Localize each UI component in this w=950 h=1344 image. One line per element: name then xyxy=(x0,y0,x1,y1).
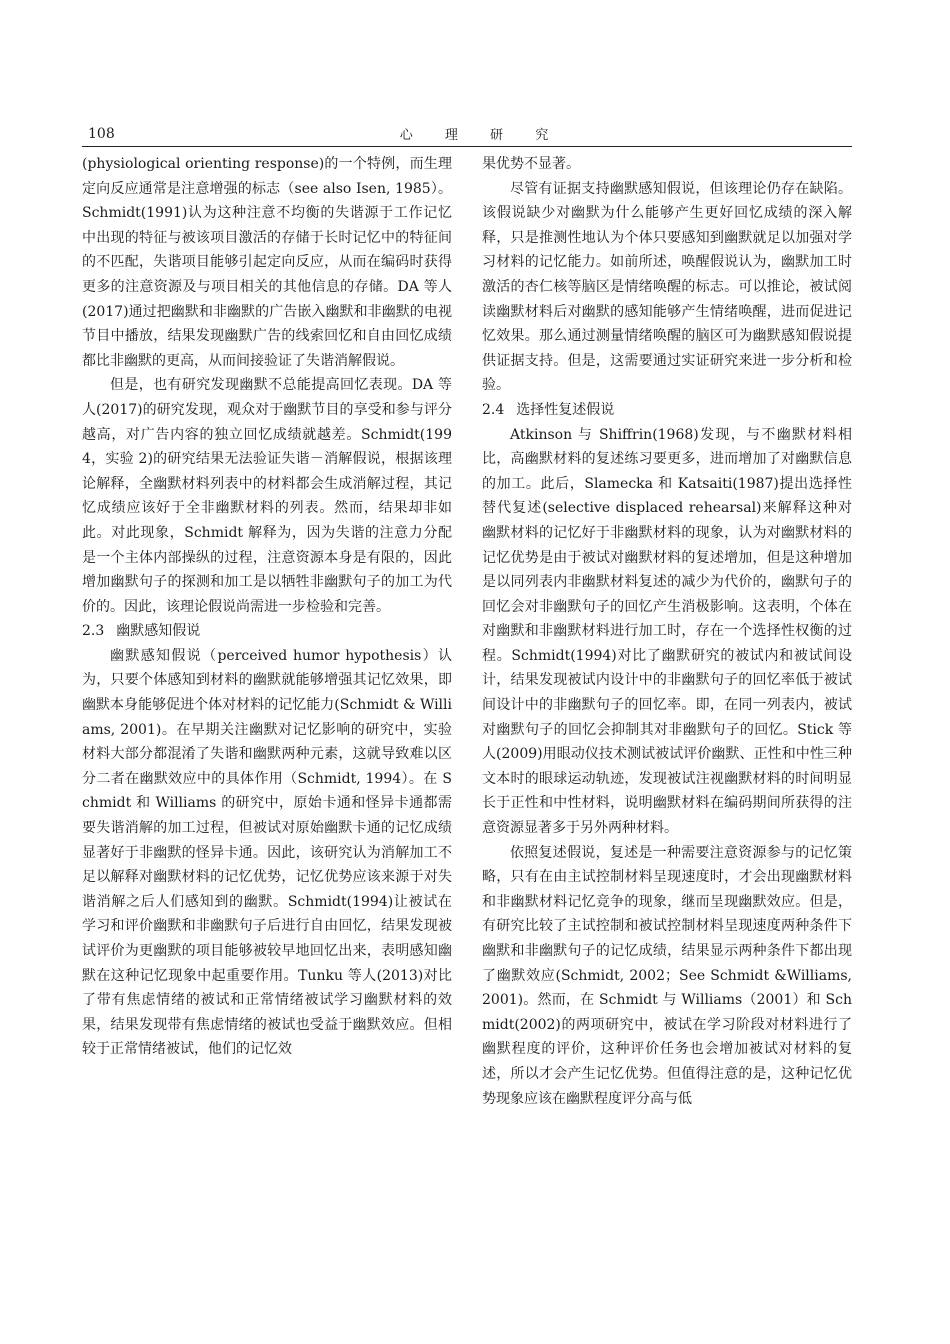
left-column xyxy=(82,152,452,1062)
header-rule xyxy=(82,146,852,147)
page-number: 108 xyxy=(88,126,115,142)
paragraph: (physiological orienting response)的一个特例，而生理定向反应通常是注意增强的标志（see also Isen, 1985）。Schmidt(1991)认为这种注意不均衡的失谐源于工作记忆中出现的特征与被该项目激活的存储于长时记忆中的特征间的不匹配，失谐项目能够引起定向反应，从而在编码时获得更多的注意资源及与项目相关的其他信息的存储。DA 等人(2017)通过把幽默和非幽默的广告嵌入幽默和非幽默的电视节目中播放，结果发现幽默广告的线索回忆和自由回忆成绩都比非幽默的更高，从而间接验证了失谐消解假说。 xyxy=(82,156,452,369)
paragraph: 果优势不显著。 xyxy=(482,156,580,172)
page-header xyxy=(82,120,852,148)
section-title: 选择性复述假说 xyxy=(516,401,615,418)
section-heading xyxy=(482,398,852,423)
section-number: 2.3 xyxy=(82,623,105,640)
right-column xyxy=(482,152,852,1111)
journal-title: 心 理 研 究 xyxy=(399,128,563,143)
section-title: 幽默感知假说 xyxy=(116,623,201,640)
paragraph: 幽默感知假说（perceived humor hypothesis）认为，只要个体感知到材料的幽默就能够增强其记忆效果，即幽默本身能够促进个体对材料的记忆能力(Schmidt & Williams, 2001)。在早期关注幽默对记忆影响的研究中，实验材料大部分都混淆了失谐和幽默两种元素，这就导致难以区分二者在幽默效应中的具体作用（Schmidt, 1994）。在 Schmidt 和 Williams 的研究中，原始卡通和怪异卡通都需要失谐消解的加工过程，但被试对原始幽默卡通的记忆成绩显著好于非幽默的怪异卡通。因此，该研究认为消解加工不足以解释对幽默材料的记忆优势，记忆优势应该来源于对失谐消解之后人们感知到的幽默。Schmidt(1994)让被试在学习和评价幽默和非幽默句子后进行自由回忆，结果发现被试评价为更幽默的项目能够被较早地回忆出来，表明感知幽默在这种记忆现象中起重要作用。Tunku 等人(2013)对比了带有焦虑情绪的被试和正常情绪被试学习幽默材料的效果，结果发现带有焦虑情绪的被试也受益于幽默效应。但相较于正常情绪被试，他们的记忆效 xyxy=(82,647,452,1058)
paragraph: 尽管有证据支持幽默感知假说，但该理论仍存在缺陷。该假说缺少对幽默为什么能够产生更好回忆成绩的深入解释，只是推测性地认为个体只要感知到幽默就足以加强对学习材料的记忆能力。如前所述，唤醒假说认为，幽默加工时激活的杏仁核等脑区是情绪唤醒的标志。可以推论，被试阅读幽默材料后对幽默的感知能够产生情绪唤醒，进而促进记忆效果。那么通过测量情绪唤醒的脑区可为幽默感知假说提供证据支持。但是，这需要通过实证研究来进一步分析和检验。 xyxy=(482,180,852,394)
section-number: 2.4 xyxy=(482,401,505,418)
paragraph: 但是，也有研究发现幽默不总能提高回忆表现。DA 等人(2017)的研究发现，观众对于幽默节目的享受和参与评分越高，对广告内容的独立回忆成绩就越差。Schmidt(1994，实验 2)的研究结果无法验证失谐－消解假说，根据该理论解释，全幽默材料列表中的材料都会生成消解过程，其记忆成绩应该好于全非幽默材料的列表。然而，结果却非如此。对此现象，Schmidt 解释为，因为失谐的注意力分配是一个主体内部操纵的过程，注意资源本身是有限的，因此增加幽默句子的探测和加工是以牺牲非幽默句子的加工为代价的。因此，该理论假说尚需进一步检验和完善。 xyxy=(82,377,452,615)
paragraph: 依照复述假说，复述是一种需要注意资源参与的记忆策略，只有在由主试控制材料呈现速度时，才会出现幽默材料和非幽默材料记忆竞争的现象，继而呈现幽默效应。但是，有研究比较了主试控制和被试控制材料呈现速度两种条件下幽默和非幽默句子的记忆成绩，结果显示两种条件下都出现了幽默效应(Schmidt, 2002；See Schmidt &Williams, 2001)。然而，在 Schmidt 与 Williams（2001）和 Schmidt(2002)的两项研究中，被试在学习阶段对材料进行了幽默程度的评价，这种评价任务也会增加被试对材料的复述，所以才会产生记忆优势。但值得注意的是，这种记忆优势现象应该在幽默程度评分高与低 xyxy=(482,844,852,1107)
paragraph: Atkinson 与 Shiffrin(1968)发现，与不幽默材料相比，高幽默材料的复述练习要更多，进而增加了对幽默信息的加工。此后，Slamecka 和 Katsaiti(1987)提出选择性替代复述(selective displaced rehearsal)来解释这种对幽默材料的记忆好于非幽默材料的现象，认为对幽默材料的记忆优势是由于被试对幽默材料的复述增加，但是这种增加是以同列表内非幽默材料复述的减少为代价的，幽默句子的回忆会对非幽默句子的回忆产生消极影响。这表明，个体在对幽默和非幽默材料进行加工时，存在一个选择性权衡的过程。Schmidt(1994)对比了幽默研究的被试内和被试间设计，结果发现被试内设计中的非幽默句子的回忆率低于被试间设计中的非幽默句子的回忆率。即，在同一列表内，被试对幽默句子的回忆会抑制其对非幽默句子的回忆。Stick 等人(2009)用眼动仪技术测试被试评价幽默、正性和中性三种文本时的眼球运动轨迹，发现被试注视幽默材料的时间明显长于正性和中性材料，说明幽默材料在编码期间所获得的注意资源显著多于另外两种材料。 xyxy=(482,426,852,837)
section-heading xyxy=(82,619,452,644)
